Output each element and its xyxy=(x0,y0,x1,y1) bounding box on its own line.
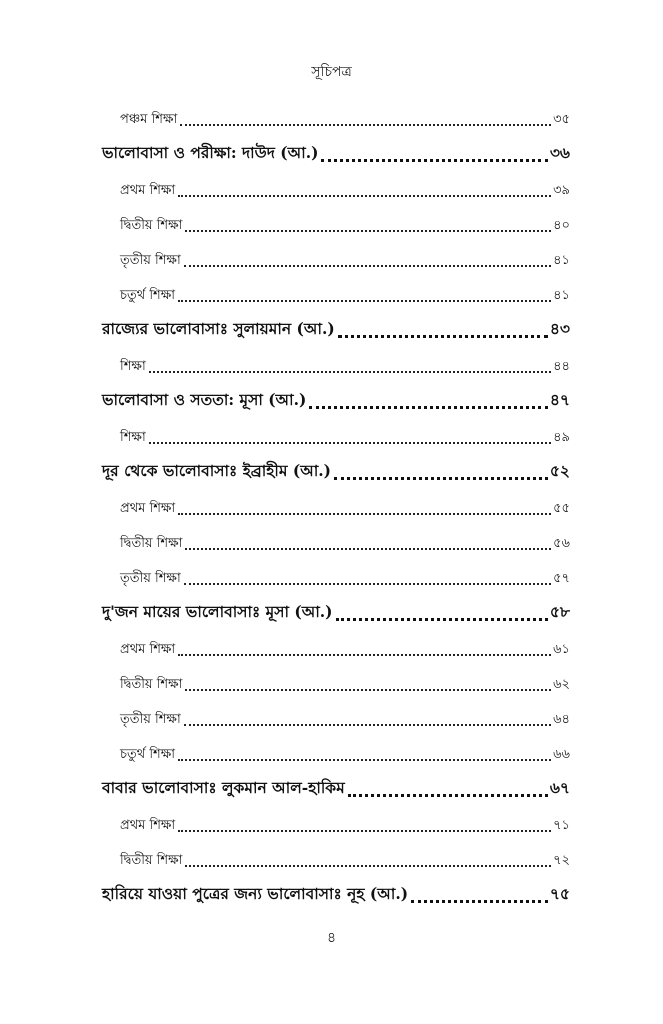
toc-entry-page: ৫৭ xyxy=(553,571,570,586)
toc-entry-page: ৭২ xyxy=(553,853,570,868)
toc-entry-title: প্রথম শিক্ষা xyxy=(120,501,176,516)
dot-leader xyxy=(184,583,551,585)
toc-entry[interactable] xyxy=(102,347,570,382)
toc-entry[interactable] xyxy=(102,841,570,876)
toc-chapter-page: ৬৭ xyxy=(549,778,570,797)
toc-entry-title: দ্বিতীয় শিক্ষা xyxy=(120,677,183,692)
dot-leader xyxy=(185,689,551,691)
dot-leader xyxy=(185,865,551,867)
toc-chapter-title: ভালোবাসা ও সততা: মূসা (আ.) xyxy=(102,390,307,409)
toc-entry-title: দ্বিতীয় শিক্ষা xyxy=(120,853,183,868)
toc-entry[interactable] xyxy=(102,700,570,735)
page-header: সূচিপত্র xyxy=(311,64,352,80)
toc-entry-page: ৬৬ xyxy=(553,747,570,762)
dot-leader xyxy=(149,442,551,444)
toc-chapter-title: ভালোবাসা ও পরীক্ষা: দাউদ (আ.) xyxy=(102,143,319,162)
toc-entry[interactable] xyxy=(102,171,570,206)
toc-chapter-page: ৪৭ xyxy=(549,390,570,409)
toc-entry-title: চতুর্থ শিক্ষা xyxy=(120,288,176,303)
toc-chapter-page: ৭৫ xyxy=(549,884,570,903)
toc-entry[interactable] xyxy=(102,241,570,276)
toc-entry[interactable] xyxy=(102,276,570,311)
toc-chapter[interactable] xyxy=(102,770,570,806)
toc-chapter-title: দু'জন মায়ের ভালোবাসাঃ মূসা (আ.) xyxy=(102,602,333,621)
toc-chapter-title: দূর থেকে ভালোবাসাঃ ইব্রাহীম (আ.) xyxy=(102,461,332,480)
toc-entry-title: তৃতীয় শিক্ষা xyxy=(120,571,181,586)
dot-leader xyxy=(321,159,547,162)
dot-leader xyxy=(338,335,548,338)
dot-leader xyxy=(185,230,551,232)
toc-entry-title: শিক্ষা xyxy=(120,430,146,445)
dot-leader xyxy=(309,406,547,409)
toc-entry-title: পঞ্চম শিক্ষা xyxy=(120,112,178,127)
dot-leader xyxy=(348,794,548,797)
dot-leader xyxy=(334,477,548,480)
table-of-contents xyxy=(102,100,570,912)
toc-chapter-page: ৩৬ xyxy=(549,143,570,162)
toc-entry-title: তৃতীয় শিক্ষা xyxy=(120,253,181,268)
toc-entry-page: ৬৪ xyxy=(553,712,570,727)
dot-leader xyxy=(184,265,551,267)
toc-entry-title: প্রথম শিক্ষা xyxy=(120,818,176,833)
toc-chapter-page: ৪৩ xyxy=(549,319,570,338)
dot-leader xyxy=(336,618,548,621)
dot-leader xyxy=(411,900,548,903)
toc-entry-page: ৪৪ xyxy=(553,359,570,374)
toc-entry-title: দ্বিতীয় শিক্ষা xyxy=(120,218,183,233)
toc-entry-page: ৩৫ xyxy=(553,112,570,127)
toc-entry-title: প্রথম শিক্ষা xyxy=(120,183,176,198)
dot-leader xyxy=(180,124,551,126)
toc-entry[interactable] xyxy=(102,806,570,841)
toc-entry-page: ৫৫ xyxy=(553,501,570,516)
toc-entry-page: ৬২ xyxy=(553,677,570,692)
dot-leader xyxy=(185,548,551,550)
toc-entry[interactable] xyxy=(102,630,570,665)
toc-entry-page: ৪১ xyxy=(553,253,570,268)
toc-chapter[interactable] xyxy=(102,311,570,347)
dot-leader xyxy=(184,724,551,726)
dot-leader xyxy=(178,513,551,515)
toc-chapter[interactable] xyxy=(102,382,570,418)
toc-entry-title: তৃতীয় শিক্ষা xyxy=(120,712,181,727)
toc-chapter[interactable] xyxy=(102,453,570,489)
toc-entry-page: ৪৯ xyxy=(553,430,570,445)
dot-leader xyxy=(178,300,551,302)
toc-entry[interactable] xyxy=(102,665,570,700)
toc-chapter-page: ৫২ xyxy=(549,461,570,480)
page-number: ৪ xyxy=(326,930,337,946)
dot-leader xyxy=(178,195,551,197)
toc-chapter[interactable] xyxy=(102,876,570,912)
toc-chapter-title: রাজ্যের ভালোবাসাঃ সুলায়মান (আ.) xyxy=(102,319,335,338)
dot-leader xyxy=(178,830,551,832)
toc-entry-page: ৩৯ xyxy=(553,183,570,198)
toc-chapter[interactable] xyxy=(102,594,570,630)
toc-entry-page: ৫৬ xyxy=(553,536,570,551)
toc-entry[interactable] xyxy=(102,735,570,770)
toc-entry-page: ৬১ xyxy=(553,642,570,657)
toc-entry-title: দ্বিতীয় শিক্ষা xyxy=(120,536,183,551)
toc-entry[interactable] xyxy=(102,418,570,453)
toc-entry-title: প্রথম শিক্ষা xyxy=(120,642,176,657)
dot-leader xyxy=(178,759,551,761)
toc-entry[interactable] xyxy=(102,489,570,524)
toc-chapter[interactable] xyxy=(102,135,570,171)
toc-entry[interactable] xyxy=(102,100,570,135)
toc-entry[interactable] xyxy=(102,206,570,241)
toc-entry-page: ৭১ xyxy=(553,818,570,833)
toc-entry-title: শিক্ষা xyxy=(120,359,146,374)
toc-entry-title: চতুর্থ শিক্ষা xyxy=(120,747,176,762)
toc-chapter-title: হারিয়ে যাওয়া পুত্রের জন্য ভালোবাসাঃ নূহ (আ.) xyxy=(102,884,409,903)
toc-entry-page: ৪১ xyxy=(553,288,570,303)
toc-chapter-page: ৫৮ xyxy=(549,602,570,621)
toc-entry[interactable] xyxy=(102,524,570,559)
dot-leader xyxy=(178,654,551,656)
toc-entry-page: ৪০ xyxy=(553,218,570,233)
toc-chapter-title: বাবার ভালোবাসাঃ লুকমান আল-হাকিম xyxy=(102,778,345,797)
toc-entry[interactable] xyxy=(102,559,570,594)
dot-leader xyxy=(149,371,551,373)
